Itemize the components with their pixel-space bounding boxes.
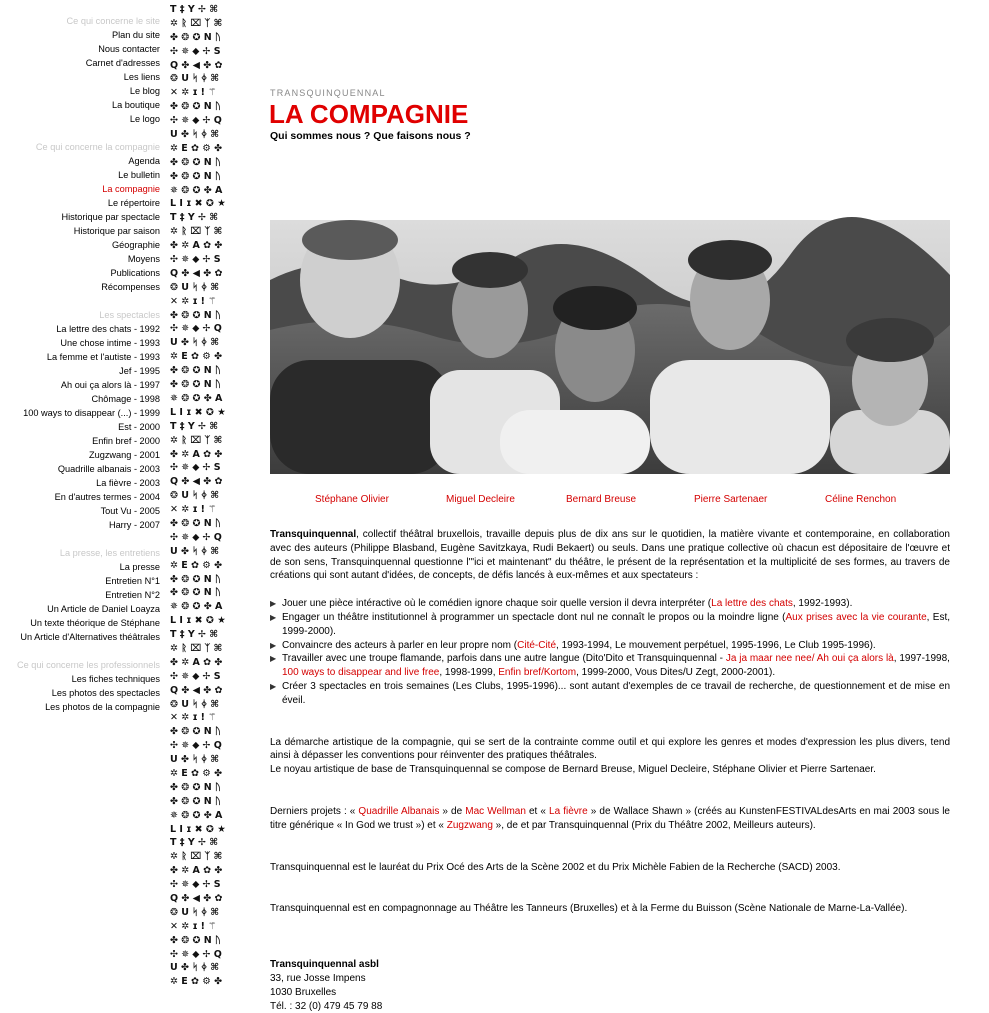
glyph-row: ✣✵⬥✢Q	[170, 740, 226, 752]
awards-paragraph: Transquinquennal est le lauréat du Prix Océ des Arts de la Scène 2002 et du Prix Michèle Fabien de la Recherche (SACD) 2003.	[270, 861, 841, 873]
page-title: LA COMPAGNIE	[269, 99, 469, 129]
glyph-row: ✲ᚱ⌧ᛉ⌘	[170, 642, 226, 654]
main-content	[270, 528, 950, 1013]
link-cite-cite[interactable]: Cité-Cité	[517, 639, 557, 651]
glyph-row: U✤ᛋᛄ⌘	[170, 337, 223, 349]
triangle-bullet-icon: ▶	[270, 612, 277, 622]
link-100-ways[interactable]: 100 ways to disappear and live free	[282, 667, 440, 679]
link-la-fievre[interactable]: La fièvre	[549, 805, 588, 817]
sidebar-spacer	[0, 532, 160, 546]
sidebar-item[interactable]: Harry - 2007	[108, 520, 160, 530]
sidebar-item[interactable]: Une chose intime - 1993	[60, 338, 160, 348]
sidebar-section-heading: Ce qui concerne le site	[66, 16, 160, 26]
link-ah-oui-ca-alors-la[interactable]: Ah oui ça alors là	[816, 653, 894, 665]
sidebar-spacer	[0, 294, 160, 308]
sidebar-item[interactable]: La compagnie	[102, 184, 160, 194]
company-name: Transquinquennal	[270, 529, 357, 540]
glyph-row: ✤✲A✿✤	[170, 865, 226, 877]
sidebar-item[interactable]: Jef - 1995	[119, 366, 160, 376]
glyph-row: ✤❂✪Nᚢ	[170, 170, 225, 182]
glyph-row: Q✤◀✤✿	[170, 267, 226, 279]
sidebar-spacer	[0, 126, 160, 140]
glyph-row: ✤❂✪Nᚢ	[170, 934, 225, 946]
glyph-row: ✤❂✪Nᚢ	[170, 156, 225, 168]
sidebar-item[interactable]: La fièvre - 2003	[96, 478, 160, 488]
sidebar-item[interactable]: En d'autres termes - 2004	[54, 492, 160, 502]
glyph-row: ✤❂✪Nᚢ	[170, 379, 225, 391]
member-link-pierre-sartenaer[interactable]: Pierre Sartenaer	[694, 494, 768, 505]
list-item: ▶ Engager un théâtre institutionnel à programmer un spectacle dont nul ne connaît le propos ou la moindre ligne (Aux prises avec la vie courante, Est, 1999-2000).	[270, 611, 951, 637]
glyph-row: ✲ᚱ⌧ᛉ⌘	[170, 17, 226, 29]
glyph-row: ✲ᚱ⌧ᛉ⌘	[170, 434, 226, 446]
link-ja-ja-maar-nee-nee[interactable]: Ja ja maar nee nee	[725, 653, 812, 665]
sidebar-item[interactable]: Un Article d'Alternatives théâtrales	[20, 632, 160, 642]
sidebar-item[interactable]: Tout Vu - 2005	[100, 506, 160, 516]
sidebar-item[interactable]: Agenda	[128, 156, 160, 166]
glyph-row: ✲E✿⚙✤	[170, 559, 226, 571]
sidebar-item[interactable]: Publications	[110, 268, 160, 278]
glyph-row: LIɪ✖✪★	[170, 406, 230, 418]
glyph-row: ✤❂✪Nᚢ	[170, 573, 225, 585]
sidebar-item[interactable]: Récompenses	[101, 282, 160, 292]
glyph-row: ✕✲ɪǃ⚚	[170, 920, 220, 932]
sidebar-item[interactable]: Chômage - 1998	[91, 394, 160, 404]
address-name: Transquinquennal asbl	[270, 959, 379, 971]
glyph-row: ✤❂✪Nᚢ	[170, 101, 225, 113]
glyph-row: ✣✵⬥✢Q	[170, 323, 226, 335]
glyph-row: ✤❂✪Nᚢ	[170, 587, 225, 599]
list-item: ▶ Convaincre des acteurs à parler en leur propre nom (Cité-Cité, 1993-1994, Le mouvement perpétuel, 1995-1996, Le Club 1995-1996).	[270, 639, 876, 651]
glyph-row: ❂Uᛋᛄ⌘	[170, 73, 223, 85]
glyph-row: Q✤◀✤✿	[170, 893, 226, 904]
partnership-paragraph: Transquinquennal est en compagnonnage au Théâtre les Tanneurs (Bruxelles) et à la Ferme du Buisson (Scène Nationale de Marne-La-Vallée).	[270, 903, 908, 915]
glyph-row: ✣✵⬥✢S	[170, 670, 224, 682]
glyph-row: Q✤◀✤✿	[170, 59, 226, 71]
sidebar-section-heading: Ce qui concerne la compagnie	[35, 142, 160, 152]
sidebar-nav	[0, 14, 160, 714]
member-link-miguel-decleire[interactable]: Miguel Decleire	[446, 494, 515, 505]
list-item: ▶ Créer 3 spectacles en trois semaines (Les Clubs, 1995-1996)... sont autant d'exemples de ce travail de recherche, de questionnement et de mise en éveil.	[270, 680, 950, 706]
glyph-row: ✣✵⬥✢S	[170, 45, 224, 57]
glyph-row: ❂Uᛋᛄ⌘	[170, 698, 223, 710]
link-aux-prises[interactable]: Aux prises avec la vie courante	[785, 611, 927, 623]
glyph-row: ✤✲A✿✤	[170, 240, 226, 252]
sidebar-item[interactable]: Le blog	[129, 86, 160, 96]
glyph-row: T‡Y✢⌘	[170, 420, 222, 432]
link-la-lettre-des-chats[interactable]: La lettre des chats	[711, 598, 793, 610]
sidebar-item[interactable]: Est - 2000	[118, 422, 160, 432]
sidebar-item[interactable]: 100 ways to disappear (...) - 1999	[23, 408, 160, 418]
sidebar-item[interactable]: La femme et l'autiste - 1993	[46, 352, 160, 362]
glyph-row: ❂Uᛋᛄ⌘	[170, 906, 223, 918]
glyph-row: Q✤◀✤✿	[170, 476, 226, 488]
glyph-row: ✕✲ɪǃ⚚	[170, 712, 220, 724]
glyph-row: ✤✲A✿✤	[170, 448, 226, 460]
glyph-row: ✲ᚱ⌧ᛉ⌘	[170, 851, 226, 863]
triangle-bullet-icon: ▶	[270, 681, 277, 691]
sidebar-item[interactable]: La boutique	[111, 100, 160, 110]
glyph-row: ✵❂✪✤A	[170, 809, 226, 821]
page-kicker: TRANSQUINQUENNAL	[270, 88, 386, 98]
glyph-row: ✤✲A✿✤	[170, 656, 226, 668]
link-mac-wellman[interactable]: Mac Wellman	[465, 805, 526, 817]
glyph-row: ❂Uᛋᛄ⌘	[170, 281, 223, 293]
sidebar-item[interactable]: Un texte théorique de Stéphane	[30, 618, 160, 628]
member-link-stephane-olivier[interactable]: Stéphane Olivier	[315, 494, 389, 505]
glyph-row: ✤❂✪Nᚢ	[170, 517, 225, 529]
glyph-row: ✣✵⬥✢S	[170, 879, 224, 891]
sidebar-item[interactable]: Géographie	[111, 240, 160, 250]
sidebar-item[interactable]: Zugzwang - 2001	[89, 450, 160, 460]
sidebar-spacer	[0, 644, 160, 658]
glyph-row: ✤❂✪Nᚢ	[170, 309, 225, 321]
address-street: 33, rue Josse Impens	[270, 972, 366, 984]
sidebar-item[interactable]: Historique par spectacle	[61, 212, 160, 222]
page-subtitle: Qui sommes nous ? Que faisons nous ?	[270, 130, 471, 142]
glyph-row: ✕✲ɪǃ⚚	[170, 87, 220, 99]
glyph-row: ✲ᚱ⌧ᛉ⌘	[170, 226, 226, 238]
sidebar-item[interactable]: Entretien N°1	[105, 576, 160, 586]
glyph-row: ✲E✿⚙✤	[170, 351, 226, 363]
glyph-row: ✣✵⬥✢S	[170, 462, 224, 474]
member-names	[270, 494, 950, 508]
glyph-row: ❂Uᛋᛄ⌘	[170, 490, 223, 502]
glyph-row: ✣✵⬥✢Q	[170, 115, 226, 127]
link-enfin-bref-kortom[interactable]: Enfin bref/Kortom	[498, 667, 577, 679]
glyph-row: ✲E✿⚙✤	[170, 767, 226, 779]
glyph-row: LIɪ✖✪★	[170, 198, 230, 210]
glyph-row: T‡Y✢⌘	[170, 629, 222, 641]
sidebar-item[interactable]: Les liens	[123, 72, 160, 82]
glyph-row: LIɪ✖✪★	[170, 615, 230, 627]
glyph-row: ✤❂✪Nᚢ	[170, 781, 225, 793]
glyph-row: ✕✲ɪǃ⚚	[170, 295, 220, 307]
list-item: ▶ Travailler avec une troupe flamande, parfois dans une autre langue (Dito'Dito et Transquinquennal - Ja ja maar nee nee/ Ah oui ça alors là, 1997-1998, 100 ways to disappear and live free, 1998-1999, Enfin bref/Kortom, 1999-2000, Vous Dites/U Zegt, 2000-2001).	[270, 653, 950, 679]
glyph-row: ✲E✿⚙✤	[170, 976, 226, 988]
sidebar-item[interactable]: Quadrille albanais - 2003	[57, 464, 160, 474]
glyph-row: U✤ᛋᛄ⌘	[170, 962, 223, 974]
address-city: 1030 Bruxelles	[270, 986, 337, 998]
intro-paragraph: Transquinquennal, collectif théâtral bruxellois, travaille depuis plus de dix ans sur le quotidien, la matière vivante et contemporaine, en collaboration avec des auteurs (Philippe Blasband, Eugène Savitzkaya, Rudi Bekaert) ou seuls. Dans une pratique collective où chacun est dépositaire de l'œuvre et de son sens, Transquinquennal questionne l'"ici et maintenant" du théâtre, le présent de la représentation et la multiplicité de ses formes, au travers de créations qui sont autant d'idées, de concepts, de défis lancés à eux-mêmes et aux spectateurs :	[270, 529, 950, 582]
sidebar-item[interactable]: Moyens	[127, 254, 160, 264]
sidebar-item[interactable]: Les fiches techniques	[71, 674, 160, 684]
member-link-celine-renchon[interactable]: Céline Renchon	[825, 494, 897, 505]
member-link-bernard-breuse[interactable]: Bernard Breuse	[566, 494, 637, 505]
glyph-row: LIɪ✖✪★	[170, 823, 230, 835]
glyph-row: ✤❂✪Nᚢ	[170, 365, 225, 377]
sidebar-item[interactable]: La presse	[119, 562, 160, 572]
link-quadrille-albanais[interactable]: Quadrille Albanais	[358, 805, 440, 817]
sidebar-section-heading: Ce qui concerne les professionnels	[17, 660, 160, 670]
sidebar-section-heading: Les spectacles	[99, 310, 160, 320]
link-zugzwang[interactable]: Zugzwang	[446, 819, 493, 831]
glyph-row: U✤ᛋᛄ⌘	[170, 754, 223, 766]
sidebar-item[interactable]: Ah oui ça alors là - 1997	[60, 380, 160, 390]
projects-paragraph: Derniers projets : « Quadrille Albanais » de Mac Wellman et « La fièvre » de Wallace Shawn » (créés au KunstenFESTIVALdesArts en mai 2003 sous le titre générique « In God we trust ») et « Zugzwang », de et par Transquinquennal (Prix du Théâtre 2002, Meilleurs auteurs).	[270, 805, 950, 831]
sidebar-item[interactable]: Plan du site	[111, 30, 160, 40]
sidebar-item[interactable]: Carnet d'adresses	[85, 58, 160, 68]
glyph-row: ✲E✿⚙✤	[170, 142, 226, 154]
glyph-row: ✤❂✪Nᚢ	[170, 31, 225, 43]
glyph-row: T‡Y✢⌘	[170, 212, 222, 224]
glyph-row: T‡Y✢⌘	[170, 4, 222, 15]
sidebar-item[interactable]: Le répertoire	[107, 198, 160, 208]
glyph-row: Q✤◀✤✿	[170, 684, 226, 696]
glyph-row: ✣✵⬥✢S	[170, 254, 224, 266]
glyph-row: ✣✵⬥✢Q	[170, 531, 226, 543]
glyph-row: T‡Y✢⌘	[170, 837, 222, 849]
triangle-bullet-icon: ▶	[270, 654, 277, 664]
list-item: ▶ Jouer une pièce intéractive où le comédien ignore chaque soir quelle version il devra interpréter (La lettre des chats, 1992-1993).	[270, 598, 853, 610]
glyph-row: ✵❂✪✤A	[170, 601, 226, 613]
sidebar-item[interactable]: Un Article de Daniel Loayza	[47, 604, 160, 614]
approach-paragraph: La démarche artistique de la compagnie, qui se sert de la contrainte comme outil et qui explore les genres et modes d'expression les plus divers, tend ainsi à dépasser les conventions pour réinventer des pratiques théâtrales. Le noyau artistique de base de Transquinquennal se compose de Bernard Breuse, Miguel Decleire, Stéphane Olivier et Pierre Sartenaer.	[270, 736, 950, 776]
sidebar-item[interactable]: La lettre des chats - 1992	[56, 324, 160, 334]
glyph-row: U✤ᛋᛄ⌘	[170, 129, 223, 141]
sidebar-section-heading: La presse, les entretiens	[59, 548, 160, 558]
address-block	[270, 958, 950, 1013]
sidebar-item[interactable]: Nous contacter	[98, 44, 160, 54]
sidebar-item[interactable]: Enfin bref - 2000	[92, 436, 160, 446]
glyph-row: ✣✵⬥✢Q	[170, 948, 226, 960]
glyph-row: ✤❂✪Nᚢ	[170, 726, 225, 738]
glyph-row: ✤❂✪Nᚢ	[170, 795, 225, 807]
sidebar-item[interactable]: Le bulletin	[118, 170, 160, 180]
glyph-row: ✵❂✪✤A	[170, 392, 226, 404]
glyph-row: ✵❂✪✤A	[170, 184, 226, 196]
glyph-row: ✕✲ɪǃ⚚	[170, 504, 220, 516]
group-photo	[270, 220, 950, 474]
sidebar-item[interactable]: Le logo	[129, 114, 160, 124]
sidebar-item[interactable]: Entretien N°2	[105, 590, 160, 600]
sidebar-item[interactable]: Historique par saison	[73, 226, 160, 236]
triangle-bullet-icon: ▶	[270, 640, 277, 650]
triangle-bullet-icon: ▶	[270, 599, 277, 609]
sidebar-item[interactable]: Les photos de la compagnie	[45, 702, 160, 712]
address-phone: Tél. : 32 (0) 479 45 79 88	[270, 1000, 383, 1012]
sidebar-item[interactable]: Les photos des spectacles	[51, 688, 160, 698]
decorative-glyph-column	[170, 3, 236, 989]
glyph-row: U✤ᛋᛄ⌘	[170, 545, 223, 557]
